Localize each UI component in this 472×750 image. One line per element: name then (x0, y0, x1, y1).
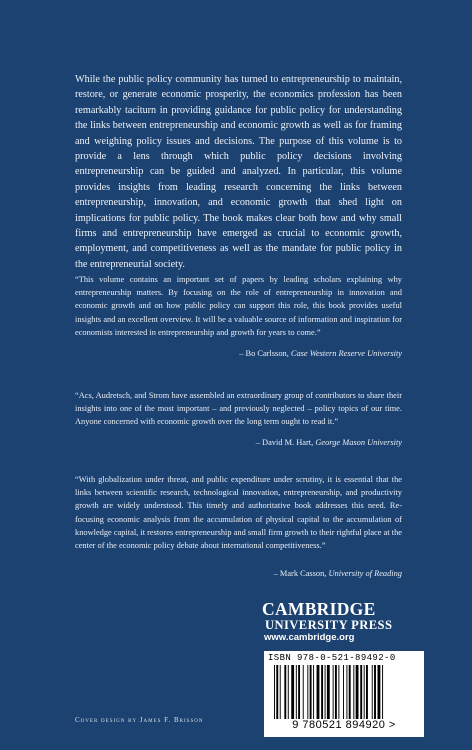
endorsement-text: “This volume contains an important set of papers by leading scholars explaining why entrepreneurship matters. By focusing on the role of entrepreneurship in innovation and economic growth and on how public policy can support this role, this book provides useful insights and an excellent overview. It will be a valuable source of information and inspiration for economists interested in entrepreneurship and growth for years to come.” (75, 275, 402, 337)
description (75, 72, 402, 272)
endorser-name: – David M. Hart, (255, 438, 316, 447)
isbn-label: ISBN 978-0-521-89492-0 (268, 653, 396, 663)
endorsement-text: “Acs, Audretsch, and Strom have assembled an extraordinary group of contributors to share their insights into one of the most important – and previously neglected – policy topics of our time. Anyone concerned with economic growth over the long term ought to read it.” (75, 391, 402, 427)
endorser-affiliation: University of Reading (328, 569, 402, 578)
endorsement-quote (75, 389, 402, 429)
barcode-icon (274, 665, 418, 723)
publisher-url: www.cambridge.org (264, 632, 355, 643)
isbn-digits: 9 780521 894920 > (264, 719, 424, 731)
publisher-name: CAMBRIDGE (262, 599, 376, 619)
publisher-subtitle: UNIVERSITY PRESS (265, 618, 393, 632)
endorser-affiliation: George Mason University (315, 438, 402, 447)
endorser-name: – Bo Carlsson, (239, 349, 291, 358)
isbn-barcode (264, 651, 424, 737)
description-paragraph: While the public policy community has turned to entrepreneurship to maintain, restore, or generate economic prosperity, the economics profession has been remarkably taciturn in providing guidance for public policy for understanding the links between entrepreneurship and economic growth as well as for framing and weighing policy issues and decisions. The purpose of this volume is to provide a lens through which public policy decisions involving entrepreneurship can be guided and analyzed. In particular, this volume provides insights from leading research concerning the links between entrepreneurship, innovation, and economic growth that shed light on implications for public policy. The book makes clear both how and why small firms and entrepreneurship have emerged as crucial to economic growth, employment, and competitiveness as well as the mandate for public policy in the entrepreneurial society. (75, 74, 402, 270)
endorsement-quote (75, 273, 402, 339)
endorsement-text: “With globalization under threat, and public expenditure under scrutiny, it is essential that the links between scientific research, technological innovation, entrepreneurship, and productivity growth are widely understood. This timely and authoritative book addresses this need. Re-focusing economic analysis from the accumulation of physical capital to the accumulation of knowledge capital, it restores entrepreneurship and small firm growth to their rightful place at the center of the economic policy debate about international competitiveness.” (75, 475, 402, 551)
endorser-affiliation: Case Western Reserve University (290, 349, 402, 358)
cover-credit: Cover design by James F. Brisson (75, 716, 204, 724)
endorsement-attribution (75, 348, 402, 360)
publisher-logo (262, 600, 424, 644)
endorser-name: – Mark Casson, (273, 569, 329, 578)
endorsement-quote (75, 473, 402, 552)
endorsement-attribution (75, 568, 402, 580)
endorsement-attribution (75, 437, 402, 449)
